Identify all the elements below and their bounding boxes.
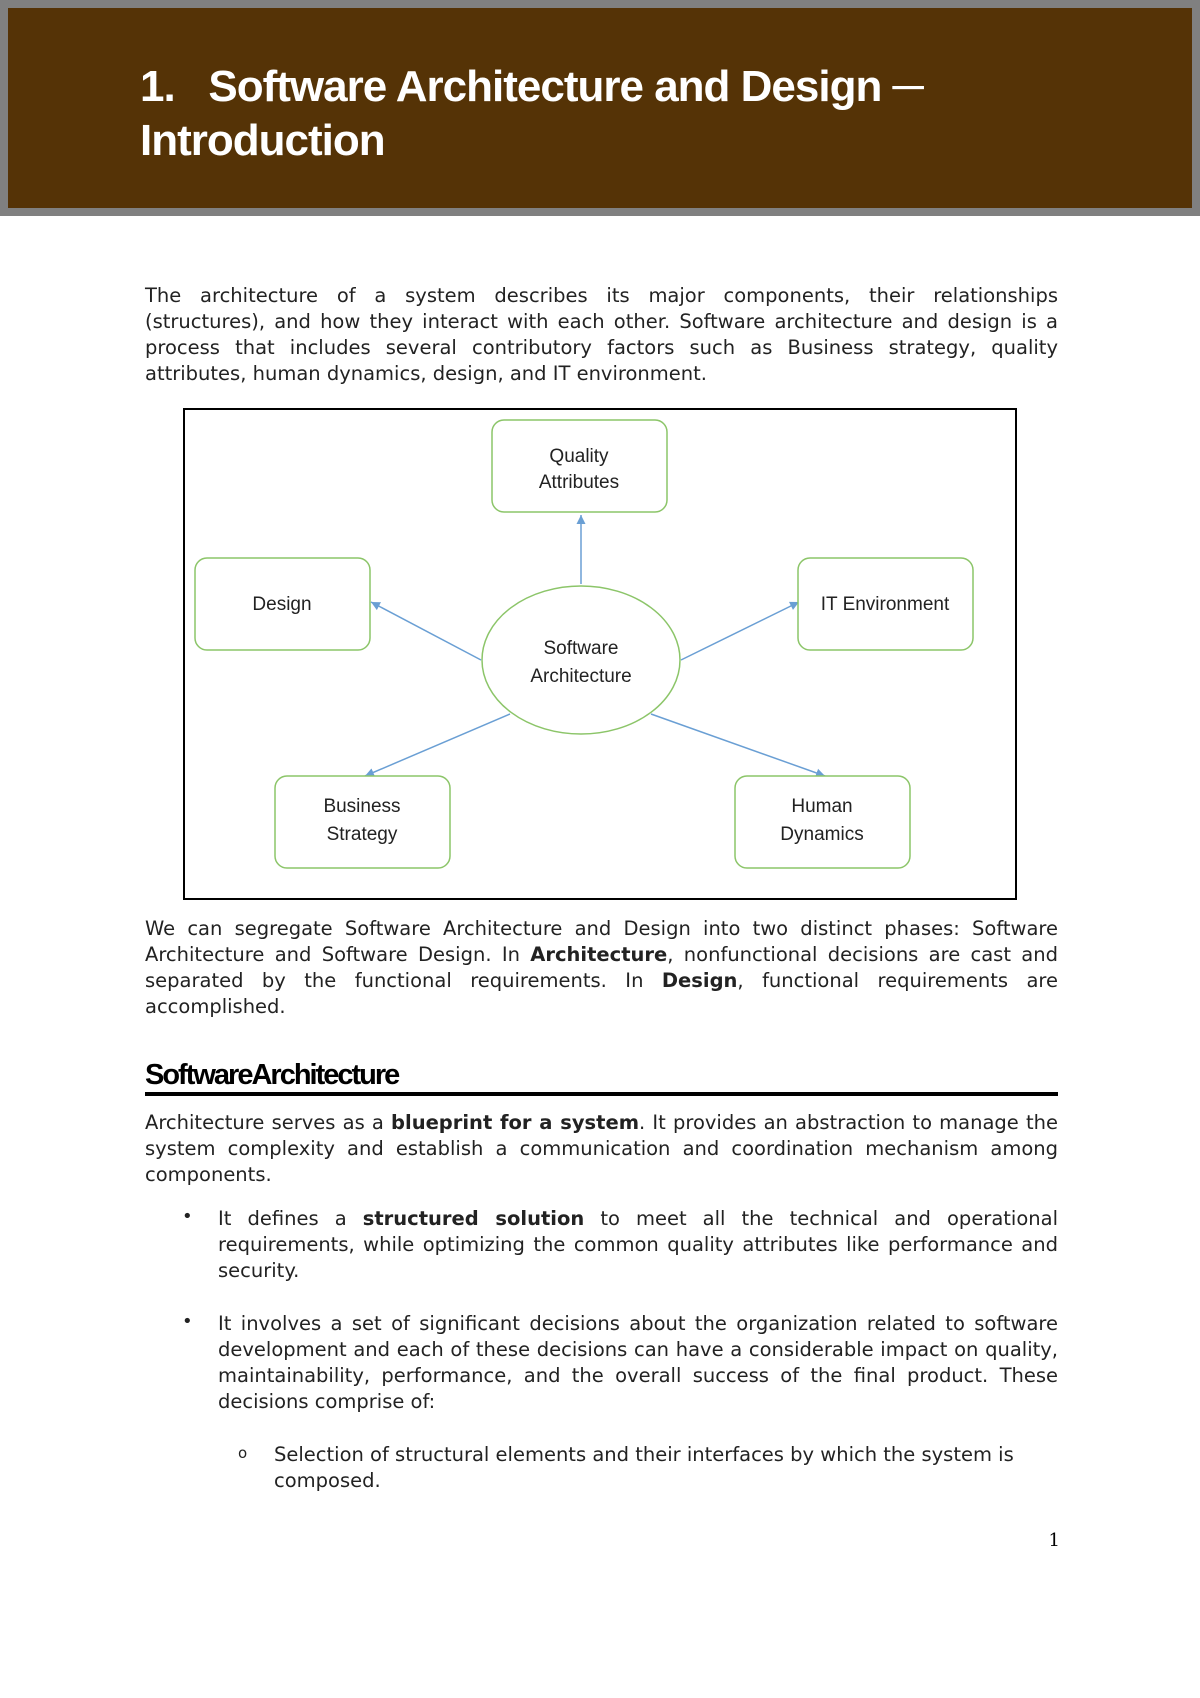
arch-paragraph-block [145,1110,1058,1188]
quality-label-line1: Quality [549,446,609,467]
arrow-to-design [371,602,481,660]
bullet-text-part1: It defines a [218,1207,363,1230]
phases-paragraph-block [145,916,1058,1020]
phases-text-part2: , nonfunctional decisions are cast and separated by the functional requirements. In [145,943,1058,992]
arch-bold-blueprint: blueprint for a system [391,1111,640,1134]
architecture-diagram [183,408,1017,900]
human-label-line1: Human [791,796,853,817]
chapter-header-banner [0,0,1200,216]
chapter-title [140,60,1040,168]
bullet-text-part2: to meet all the technical and operational requirements, while optimizing the common quality attributes like performance and security. [218,1207,1058,1282]
architecture-diagram-svg [185,410,1015,898]
business-label-line1: Business [323,796,401,817]
business-label-line2: Strategy [326,824,398,845]
page-number: 1 [1048,1530,1060,1551]
sub-bullet-text: Selection of structural elements and their interfaces by which the system is composed. [274,1443,1014,1492]
intro-paragraph: The architecture of a system describes its major components, their relationships (structures), and how they interact with each other. Software architecture and design is a process that includes several contributory factors such as Business strategy, quality attributes, human dynamics, design, and IT environment. [145,284,1058,385]
arrow-to-human-dynamics [651,714,825,776]
sub-bullet-item [236,1442,1038,1494]
quality-label-line2: Attributes [538,472,620,493]
bullet-marker: • [182,1311,193,1332]
it-environment-label: IT Environment [820,594,950,615]
human-dynamics-node [735,776,910,868]
arch-text-part2: . It provides an abstraction to manage the system complexity and establish a communication and coordination mechanism among components. [145,1111,1058,1186]
section-title: SoftwareArchitecture [145,1058,1058,1096]
arrow-to-business-strategy [365,714,510,776]
arch-text-part1: Architecture serves as a [145,1111,392,1134]
arrow-to-it-environment [681,602,799,660]
sub-bullet-marker: o [238,1444,248,1462]
intro-paragraph-block [145,283,1058,387]
bullet-marker: • [182,1206,193,1227]
phases-paragraph [145,916,1058,1020]
bullet-bold-structured-solution: structured solution [362,1207,585,1230]
arch-paragraph [145,1110,1058,1188]
bullet-text [218,1206,1058,1284]
chapter-title-line1: 1. Software Architecture and Design ─ [140,62,923,111]
phases-text-part1: We can segregate Software Architecture and Design into two distinct phases: Software Architecture and Software Design. In [145,917,1058,966]
center-label-line2: Architecture [530,666,632,687]
bullet-item [182,1311,1058,1415]
phases-text-part3: , functional requirements are accomplished. [145,969,1058,1018]
business-strategy-node [275,776,450,868]
software-architecture-node [482,586,680,734]
bullet-text: It involves a set of significant decisions about the organization related to software development and each of these decisions can have a considerable impact on quality, maintainability, performance, and the overall success of the final product. These decisions comprise of: [218,1312,1058,1413]
phases-bold-architecture: Architecture [530,943,668,966]
human-label-line2: Dynamics [780,824,864,845]
chapter-title-line2: Introduction [140,116,385,165]
bullet-item [182,1206,1058,1284]
phases-bold-design: Design [661,969,738,992]
design-label: Design [252,594,312,615]
center-label-line1: Software [543,638,619,659]
